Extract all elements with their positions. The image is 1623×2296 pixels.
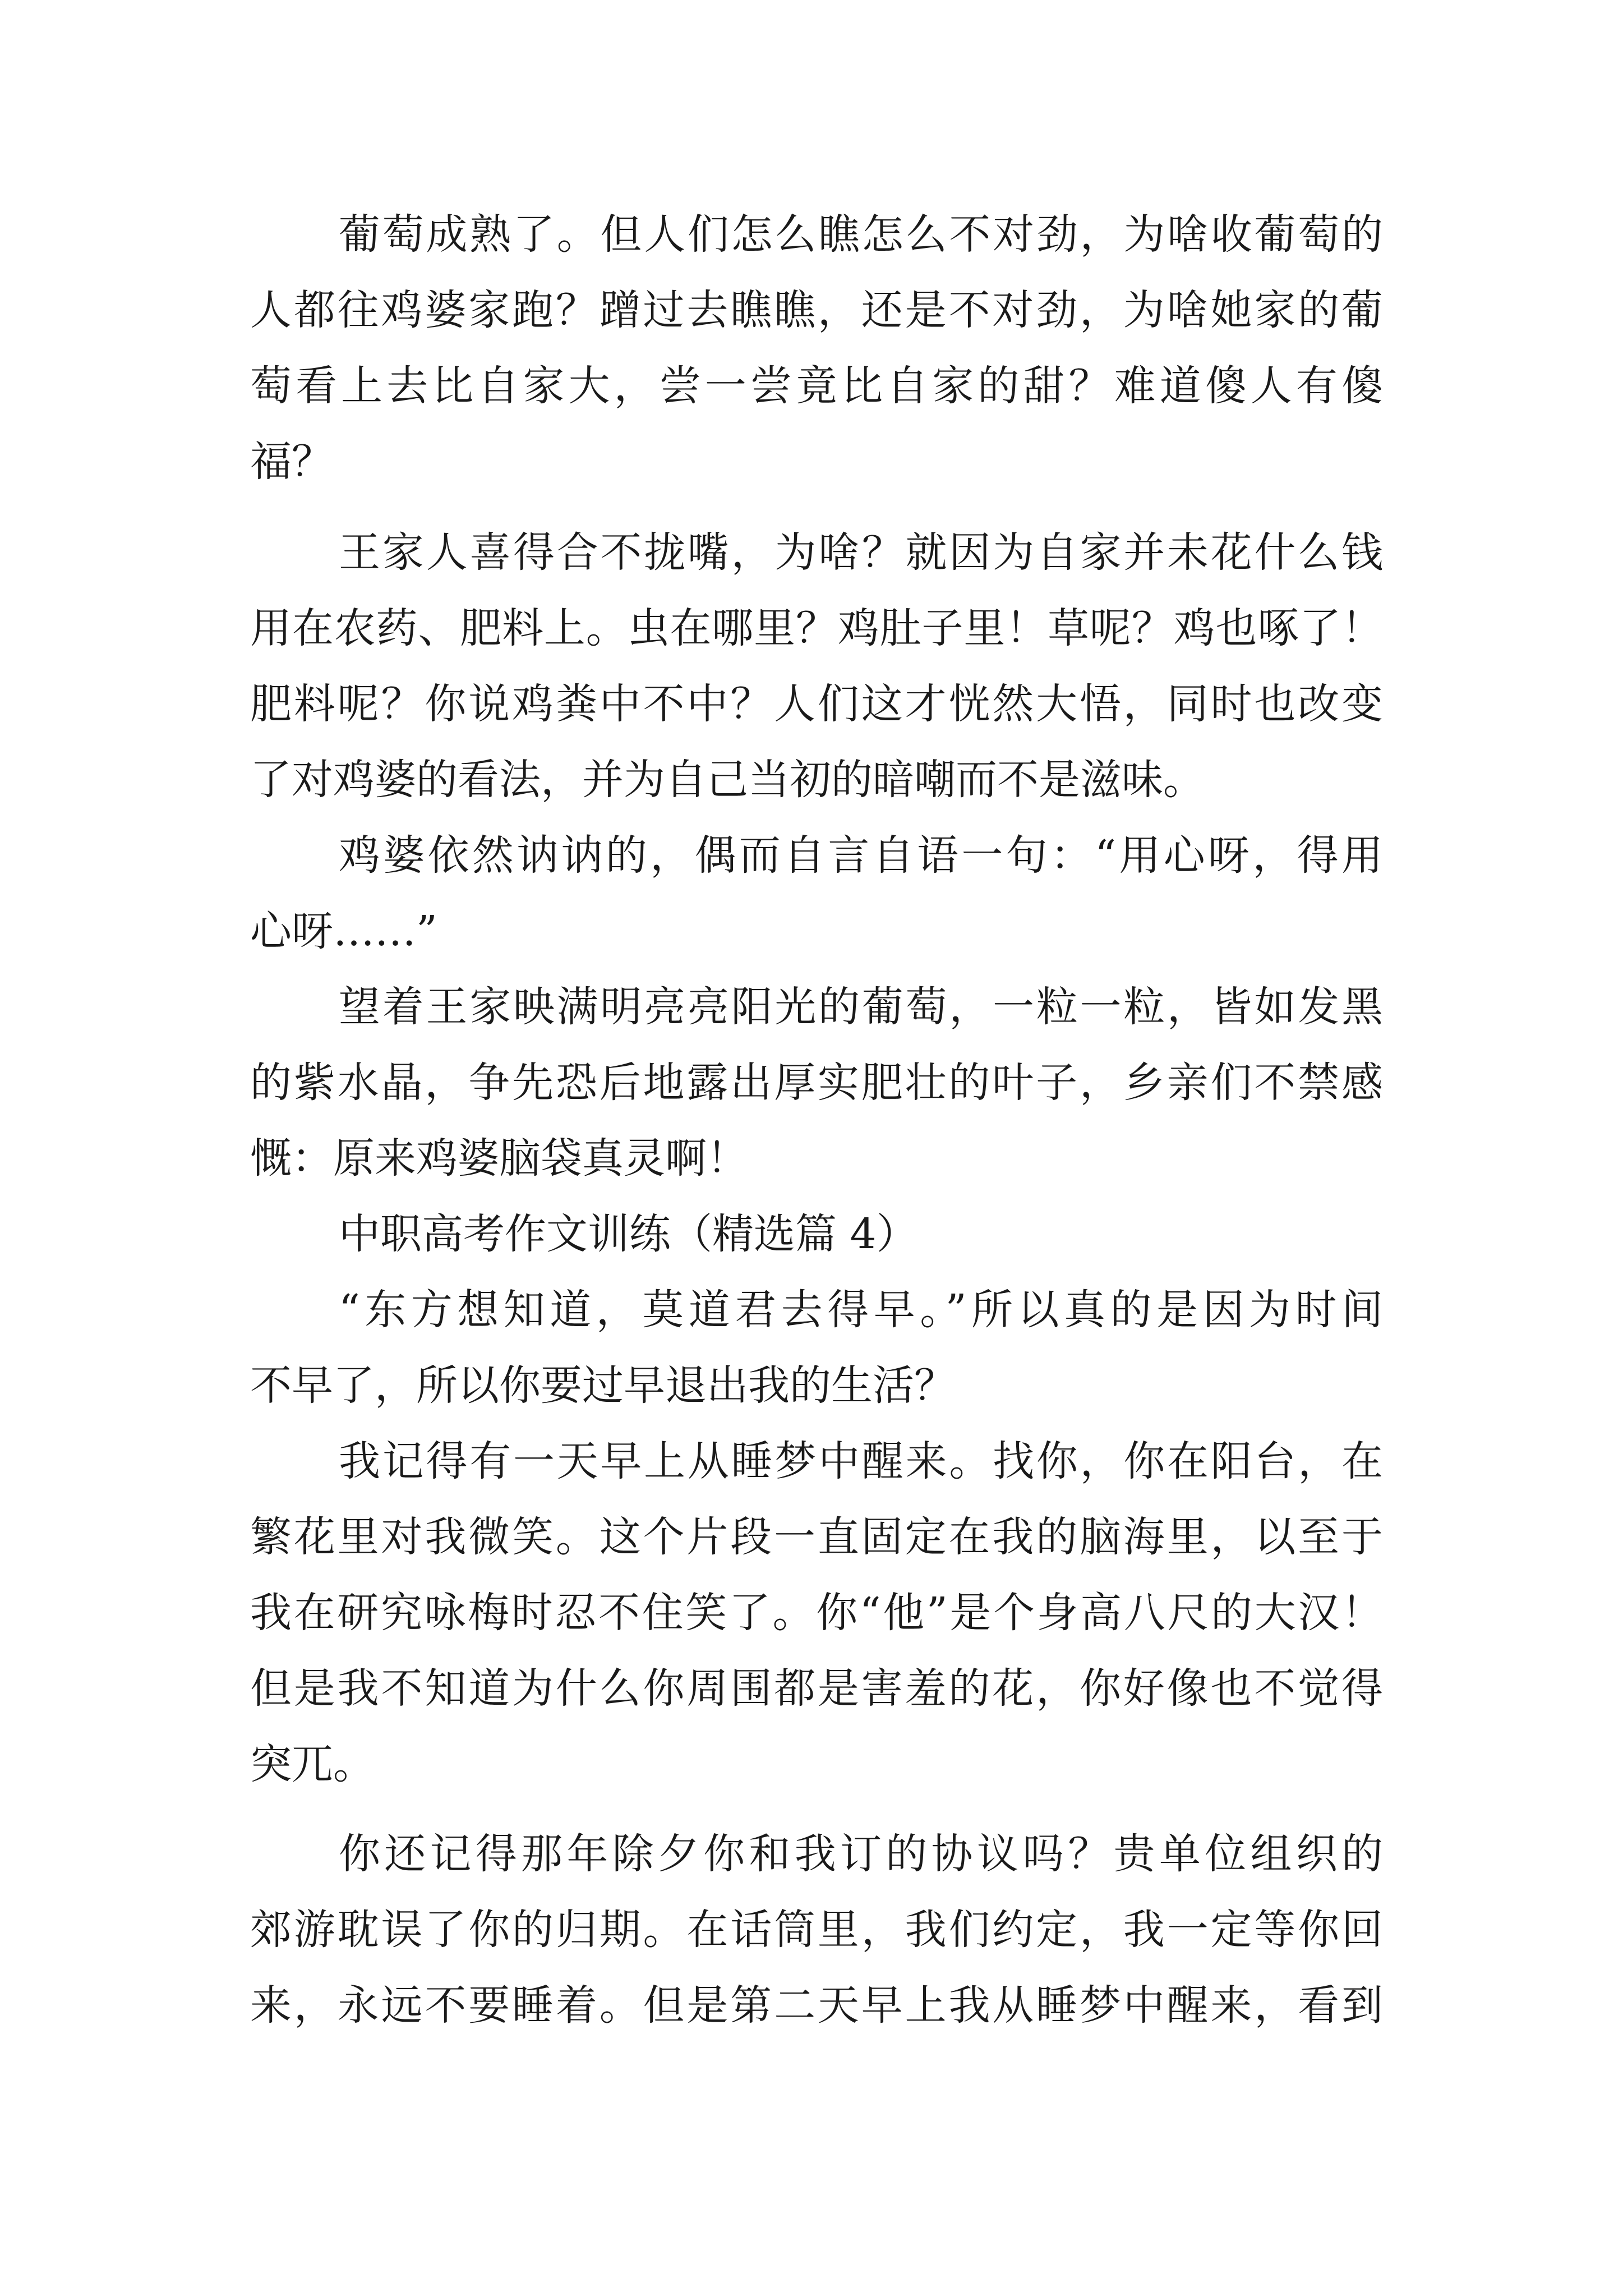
paragraph-line: 不早了，所以你要过早退出我的生活？ <box>250 1361 956 1410</box>
paragraph-line: 来，永远不要睡着。但是第二天早上我从睡梦中醒来，看到 <box>250 1981 1383 2030</box>
paragraph-line: 繁花里对我微笑。这个片段一直固定在我的脑海里，以至于 <box>250 1513 1383 1561</box>
paragraph-line: 福？ <box>250 438 333 486</box>
paragraph-line: 了对鸡婆的看法，并为自己当初的暗嘲而不是滋味。 <box>250 756 1205 804</box>
paragraph-line: 我在研究咏梅时忍不住笑了。你“他”是个身高八尺的大汉！ <box>250 1589 1383 1637</box>
paragraph-line: 用在农药、肥料上。虫在哪里？鸡肚子里！草呢？鸡也啄了！ <box>250 604 1383 652</box>
paragraph-line: 萄看上去比自家大，尝一尝竟比自家的甜？难道傻人有傻 <box>250 362 1383 410</box>
paragraph-line: 但是我不知道为什么你周围都是害羞的花，你好像也不觉得 <box>250 1664 1383 1713</box>
paragraph-line: 突兀。 <box>250 1740 375 1788</box>
paragraph-line: “东方想知道，莫道君去得早。”所以真的是因为时间 <box>339 1286 1383 1334</box>
paragraph-line: 心呀……” <box>250 907 437 955</box>
paragraph-line: 人都往鸡婆家跑？蹭过去瞧瞧，还是不对劲，为啥她家的葡 <box>250 286 1383 334</box>
paragraph-line: 王家人喜得合不拢嘴，为啥？就因为自家并未花什么钱 <box>339 528 1383 577</box>
paragraph-line: 慨：原来鸡婆脑袋真灵啊！ <box>250 1134 748 1182</box>
paragraph-line: 的紫水晶，争先恐后地露出厚实肥壮的叶子，乡亲们不禁感 <box>250 1059 1383 1107</box>
paragraph-line: 郊游耽误了你的归期。在话筒里，我们约定，我一定等你回 <box>250 1906 1383 1954</box>
paragraph-line: 肥料呢？你说鸡粪中不中？人们这才恍然大悟，同时也改变 <box>250 680 1383 728</box>
paragraph-line: 葡萄成熟了。但人们怎么瞧怎么不对劲，为啥收葡萄的 <box>339 210 1383 259</box>
section-heading: 中职高考作文训练（精选篇 4） <box>339 1210 918 1258</box>
paragraph-line: 我记得有一天早上从睡梦中醒来。找你，你在阳台，在 <box>339 1437 1383 1485</box>
paragraph-line: 望着王家映满明亮亮阳光的葡萄，一粒一粒，皆如发黑 <box>339 983 1383 1031</box>
paragraph-line: 鸡婆依然讷讷的，偶而自言自语一句：“用心呀，得用 <box>339 831 1383 880</box>
paragraph-line: 你还记得那年除夕你和我订的协议吗？贵单位组织的 <box>339 1830 1383 1878</box>
